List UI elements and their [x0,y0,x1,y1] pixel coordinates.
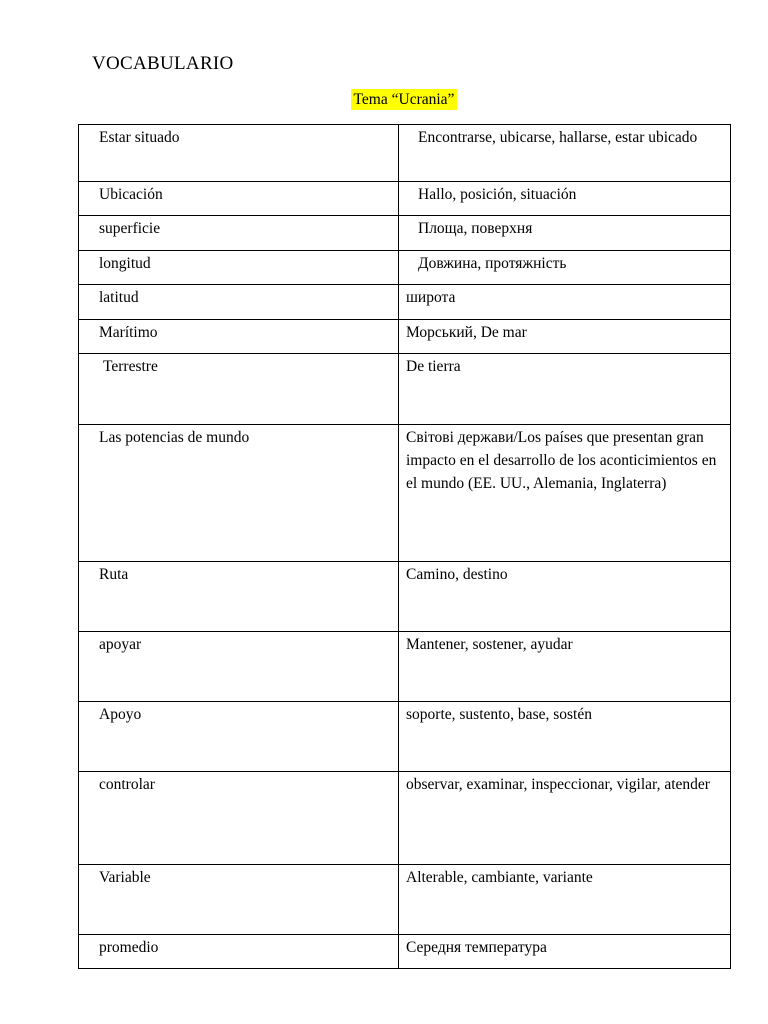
document-subtitle: Tema “Ucrania” [351,89,458,110]
term-text: longitud [99,255,151,272]
definition-cell [399,562,731,632]
definition-text: Середня температура [406,939,547,956]
term-cell [79,285,399,320]
definition-text: широта [406,289,456,306]
table-row [79,702,731,772]
definition-text: Площа, поверхня [418,220,533,237]
definition-text: Hallo, posición, situación [418,186,577,203]
table-row [79,425,731,562]
subtitle-container [0,89,768,110]
term-cell [79,182,399,216]
term-text: Apoyo [99,706,142,723]
table-row [79,865,731,935]
term-text: apoyar [99,636,142,653]
definition-text: Camino, destino [406,566,508,583]
term-text: Terrestre [103,358,158,375]
definition-text: Довжина, протяжність [418,255,567,272]
definition-cell [399,865,731,935]
definition-cell [399,632,731,702]
definition-cell [399,702,731,772]
table-row [79,125,731,182]
table-row [79,632,731,702]
definition-cell [399,182,731,216]
term-cell [79,935,399,969]
definition-text: observar, examinar, inspeccionar, vigilar, atender [406,776,710,793]
term-cell [79,125,399,182]
table-row [79,772,731,865]
definition-cell [399,285,731,320]
vocabulary-table [78,124,731,969]
term-text: superficie [99,220,161,237]
table-row [79,354,731,425]
definition-cell [399,320,731,354]
definition-text: soporte, sustento, base, sostén [406,706,592,723]
table-row [79,562,731,632]
definition-cell [399,935,731,969]
term-text: controlar [99,776,155,793]
document-title: VOCABULARIO [92,53,234,74]
definition-cell [399,125,731,182]
table-row [79,935,731,969]
term-cell [79,772,399,865]
term-cell [79,702,399,772]
definition-text: Світові держави/Los países que presentan gran impacto en el desarrollo de los aconticimientos en el mundo (EE. UU., Alemania, Inglaterra) [406,429,717,492]
table-row [79,216,731,251]
term-cell [79,216,399,251]
definition-text: Alterable, cambiante, variante [406,869,593,886]
term-text: Estar situado [99,129,180,146]
term-text: Ubicación [99,186,163,203]
table-row [79,285,731,320]
term-text: Variable [99,869,151,886]
term-cell [79,251,399,285]
term-cell [79,354,399,425]
table-row [79,320,731,354]
definition-cell [399,251,731,285]
definition-text: De tierra [406,358,461,375]
term-text: latitud [99,289,139,306]
table-row [79,182,731,216]
term-text: promedio [99,939,159,956]
definition-cell [399,216,731,251]
table-row [79,251,731,285]
definition-text: Encontrarse, ubicarse, hallarse, estar ubicado [418,129,698,146]
definition-cell [399,425,731,562]
term-cell [79,865,399,935]
term-text: Ruta [99,566,129,583]
term-text: Marítimo [99,324,158,341]
term-cell [79,632,399,702]
definition-cell [399,354,731,425]
term-cell [79,320,399,354]
definition-cell [399,772,731,865]
term-cell [79,425,399,562]
definition-text: Морський, De mar [406,324,527,341]
term-cell [79,562,399,632]
definition-text: Mantener, sostener, ayudar [406,636,573,653]
term-text: Las potencias de mundo [99,429,250,446]
